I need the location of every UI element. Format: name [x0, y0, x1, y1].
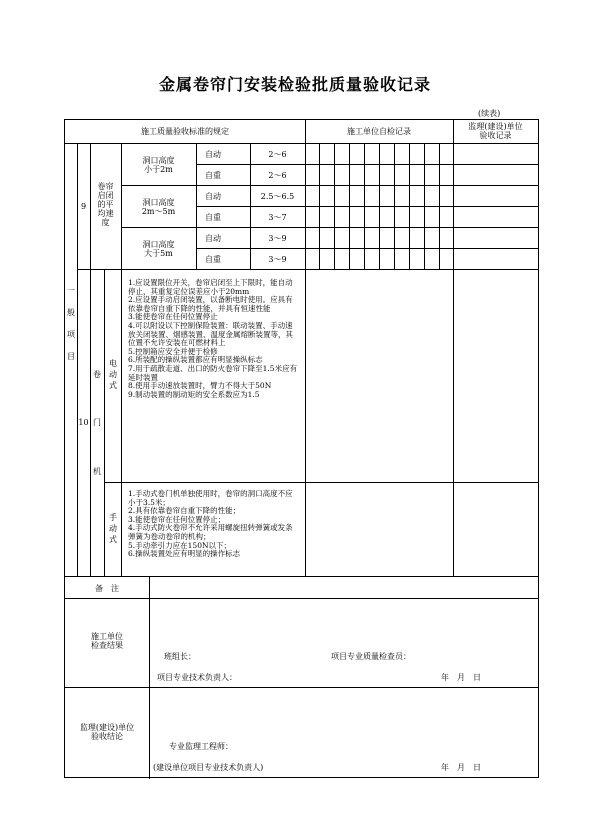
mode-label: 自动	[205, 192, 221, 201]
item9-no: 9	[80, 202, 87, 211]
col-rule	[453, 120, 454, 576]
acceptance-form	[64, 119, 539, 778]
col-rule	[104, 269, 105, 576]
item10-name-char: 门	[93, 418, 101, 427]
team-leader-label: 班组长：	[164, 652, 196, 661]
supervision-label: 监理(建设)单位 验收结论	[79, 723, 135, 741]
continued-note: (续表)	[478, 109, 501, 118]
owner-tech-label: (建设单位项目专业技术负责人)	[153, 763, 264, 772]
rule-remarks-end	[65, 598, 538, 599]
item10-name-char: 机	[93, 467, 101, 476]
item10-name-char: 卷	[93, 370, 101, 379]
rule-item9-end	[77, 269, 538, 270]
height-label: 洞口高度 大于5m	[142, 240, 175, 258]
manual-label: 手 动 式	[109, 513, 117, 544]
height-label: 洞口高度 小于2m	[142, 156, 175, 174]
item9-name: 卷帘 启闭 的平 均速 度	[97, 182, 114, 227]
rule-construction-end	[65, 687, 538, 688]
mode-label: 自动	[205, 234, 221, 243]
general-items-label: 一 般 项 目	[67, 286, 75, 361]
page-title: 金属卷帘门安装检验批质量验收记录	[158, 75, 431, 94]
speed-value: 3～9	[268, 234, 287, 243]
height-label: 洞口高度 2m～5m	[141, 198, 176, 216]
speed-value: 2～6	[268, 171, 287, 180]
quality-inspector-label: 项目专业质量检查员：	[331, 652, 411, 661]
mode-label: 自重	[205, 213, 221, 222]
rule-header	[65, 143, 538, 144]
tech-lead-label: 项目专业技术负责人：	[157, 673, 237, 682]
speed-value: 2.5～6.5	[260, 192, 295, 201]
mode-label: 自重	[205, 255, 221, 264]
col-rule	[149, 576, 150, 779]
item10-no: 10	[78, 418, 89, 427]
supervision-date: 年 月 日	[441, 763, 481, 772]
rule-electric-end	[104, 482, 538, 483]
speed-value: 3～9	[268, 255, 287, 264]
mode-label: 自动	[205, 150, 221, 159]
header-supervision: 监理(建设)单位 验收记录	[468, 122, 523, 140]
header-self-check: 施工单位自检记录	[347, 127, 411, 136]
rule-general-end	[65, 576, 538, 577]
speed-value: 3～7	[268, 213, 287, 222]
self-check-grid	[305, 143, 453, 269]
header-standard: 施工质量验收标准的规定	[141, 127, 229, 136]
remarks-label: 备 注	[95, 584, 119, 593]
engineer-label: 专业监理工程师：	[169, 742, 233, 751]
manual-requirements: 1.手动式卷门机单独使用时，卷帘的洞口高度不应小于3.5米； 2.具有依靠卷帘自重下降的性能； 3.能使卷帘在任何位置停止； 4.手动式防火卷帘不允许采用螺旋扭转弹簧或发条弹簧为卷动卷帘的机构； 5.手动牵引力应在150N以下； 6.操纵装置处应有明显的操作标志	[128, 489, 293, 559]
mode-label: 自重	[205, 171, 221, 180]
speed-value: 2～6	[268, 150, 287, 159]
construction-label: 施工单位 检查结果	[91, 632, 123, 650]
col-rule	[250, 143, 251, 269]
construction-date: 年 月 日	[441, 673, 481, 682]
electric-label: 电 动 式	[109, 359, 117, 390]
col-rule	[196, 143, 197, 269]
electric-requirements: 1.应设置限位开关，卷帘启闭至上下限时，能自动停止，其重复定位误差应小于20mm 2.应设置手动启闭装置，以备断电时使用。应具有依靠卷帘自重下降的性能，并具有恒速性能 3.能使卷帘在任何位置停止 4.可以附设以下控制保险装置：联动装置、手动速放关闭装置、烟感装置、温度金属熔断装置等，其位置不允许安装在可燃材料上 5.控制箱应安全并便于检修 6.所装配的操纵装置都应有明显操纵标志 7.用于疏散走道、出口的防火卷帘下降至1.5米应有延时装置 8.使用手动速放装置时，臂力不得大于50N 9.制动装置的制动矩的安全系数应为1.5	[128, 278, 298, 399]
